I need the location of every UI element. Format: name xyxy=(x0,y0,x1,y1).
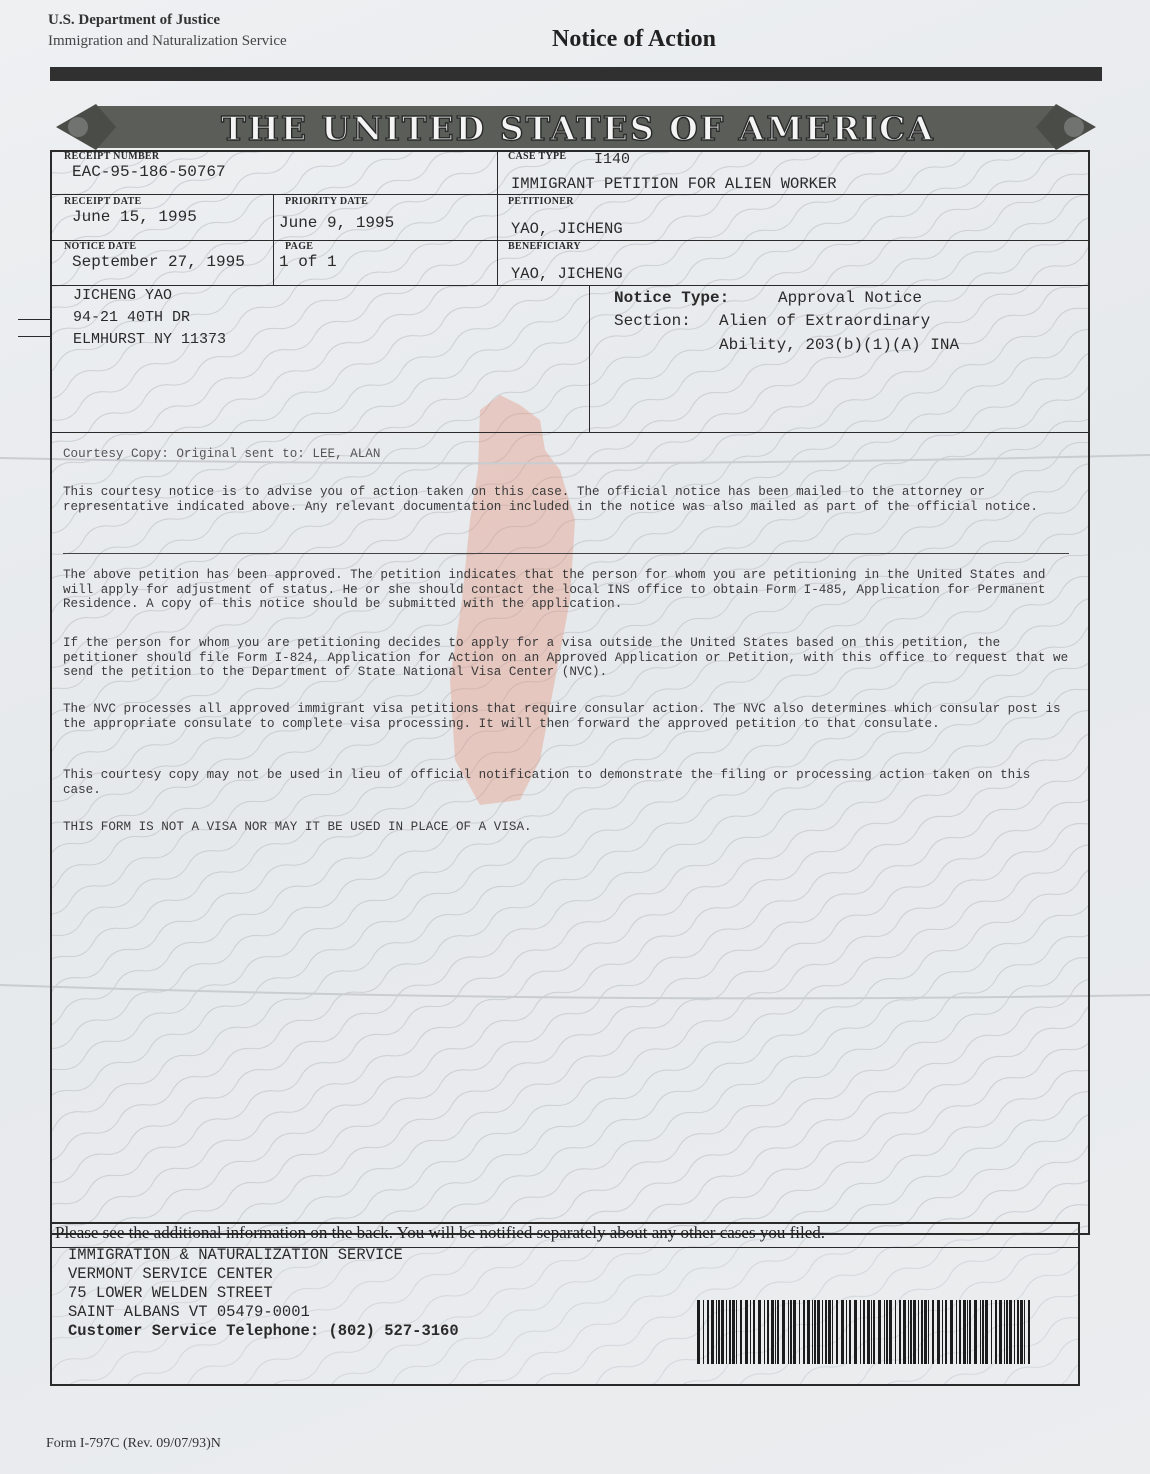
office-line-2: VERMONT SERVICE CENTER xyxy=(68,1265,273,1283)
header-rule xyxy=(50,67,1102,81)
receipt-date-label: RECEIPT DATE xyxy=(64,196,142,207)
section-line-1: Alien of Extraordinary xyxy=(719,312,931,330)
beneficiary-label: BENEFICIARY xyxy=(508,241,581,252)
grid-line xyxy=(497,194,1090,195)
petitioner-label: PETITIONER xyxy=(508,196,574,207)
form-id: Form I-797C (Rev. 09/07/93)N xyxy=(46,1436,221,1451)
grid-line xyxy=(50,285,1090,286)
priority-date-value: June 9, 1995 xyxy=(279,214,395,232)
paragraph-1: This courtesy notice is to advise you of action taken on this case. The official notice has been mailed to the attorney or representative indicated above. Any relevant documentation included in the notice was also mailed as part of the official notice. xyxy=(63,485,1038,514)
paragraph-3: If the person for whom you are petitioning decides to apply for a visa outside the United States based on this petition, the petitioner should file Form I-824, Application for Action on an Approved Application or Petition, with this office to request that we send the petition to the Department of State National Visa Center (NVC). xyxy=(63,636,1069,679)
sub-agency-name: Immigration and Naturalization Service xyxy=(48,33,287,49)
grid-line xyxy=(273,194,274,285)
page-label: PAGE xyxy=(285,241,314,252)
paragraph-2: The above petition has been approved. The petition indicates that the person for whom you are petitioning in the United States and will apply for adjustment of status. He or she should contact the local INS office to obtain Form I-485, Application for Permanent Residence. A copy of this notice should be submitted with the application. xyxy=(63,568,1046,611)
divider xyxy=(63,553,1069,554)
page-value: 1 of 1 xyxy=(279,253,337,271)
paragraph-5: This courtesy copy may not be used in lieu of official notification to demonstrate the filing or processing action taken on this case. xyxy=(63,768,1031,797)
notice-type-value: Approval Notice xyxy=(778,289,923,307)
paragraph-4: The NVC processes all approved immigrant visa petitions that require consular action. The NVC also determines which consular post is the appropriate consulate to complete visa processing. It will then forward the approved petition to that consulate. xyxy=(63,702,1061,731)
courtesy-copy-line: Courtesy Copy: Original sent to: LEE, ALAN xyxy=(63,447,381,461)
petitioner-value: YAO, JICHENG xyxy=(511,220,623,238)
page-title: Notice of Action xyxy=(552,26,716,52)
address-city: ELMHURST NY 11373 xyxy=(73,331,227,348)
notice-date-value: September 27, 1995 xyxy=(72,253,245,271)
case-type-label: CASE TYPE xyxy=(508,151,567,162)
agency-name: U.S. Department of Justice xyxy=(48,12,221,28)
notice-frame xyxy=(50,150,1090,1235)
barcode xyxy=(697,1300,1036,1364)
address-street: 94-21 40TH DR xyxy=(73,309,191,326)
receipt-number-value: EAC-95-186-50767 xyxy=(72,163,226,181)
notice-date-label: NOTICE DATE xyxy=(64,241,137,252)
receipt-number-label: RECEIPT NUMBER xyxy=(64,151,160,162)
grid-line xyxy=(589,285,590,432)
fold-mark xyxy=(18,336,52,337)
section-line-2: Ability, 203(b)(1)(A) INA xyxy=(719,336,960,354)
receipt-date-value: June 15, 1995 xyxy=(72,208,197,226)
additional-info-text: Please see the additional information on the back. You will be notified separately about any other cases you filed. xyxy=(55,1223,825,1242)
grid-line xyxy=(497,150,498,285)
fold-mark xyxy=(18,319,52,320)
office-line-1: IMMIGRATION & NATURALIZATION SERVICE xyxy=(68,1246,403,1264)
paragraph-6: THIS FORM IS NOT A VISA NOR MAY IT BE USED IN PLACE OF A VISA. xyxy=(63,820,532,834)
priority-date-label: PRIORITY DATE xyxy=(285,196,369,207)
case-type-value: IMMIGRANT PETITION FOR ALIEN WORKER xyxy=(511,175,837,193)
grid-line xyxy=(50,432,1090,433)
case-type-code: I140 xyxy=(594,151,631,168)
notice-type-label: Notice Type: xyxy=(614,289,730,307)
office-line-3: 75 LOWER WELDEN STREET xyxy=(68,1284,273,1302)
address-name: JICHENG YAO xyxy=(73,287,173,304)
customer-service-phone: Customer Service Telephone: (802) 527-3160 xyxy=(68,1322,459,1340)
banner-title: THE UNITED STATES OF AMERICA xyxy=(221,108,935,148)
office-line-4: SAINT ALBANS VT 05479-0001 xyxy=(68,1303,310,1321)
section-label: Section: xyxy=(614,312,691,330)
beneficiary-value: YAO, JICHENG xyxy=(511,265,623,283)
